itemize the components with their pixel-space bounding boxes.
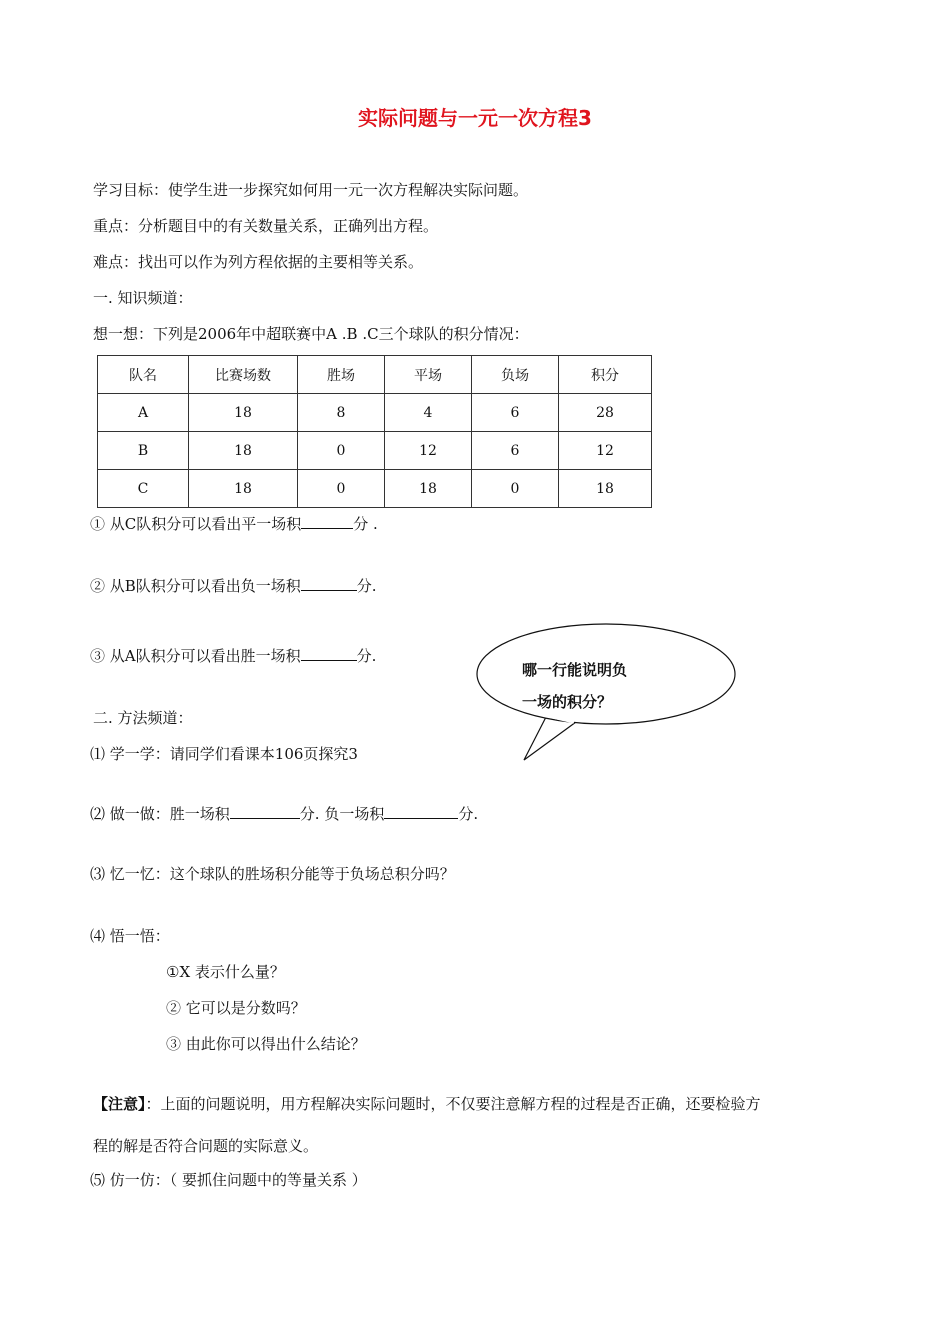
table-header-cell: 胜场 [298, 356, 385, 394]
speech-bubble [476, 622, 738, 734]
question-3-suffix: 分. [356, 647, 377, 665]
table-header-cell: 队名 [98, 356, 189, 394]
learning-goal: 学习目标：使学生进一步探究如何用一元一次方程解决实际问题。 [93, 181, 529, 199]
question-1 [90, 514, 378, 534]
do-step [90, 804, 478, 824]
table-cell: 0 [298, 432, 385, 470]
table-header-cell: 平场 [385, 356, 472, 394]
table-cell: 18 [385, 470, 472, 508]
table-row [98, 470, 652, 508]
table-header-cell: 比赛场数 [189, 356, 298, 394]
question-2 [90, 576, 377, 596]
table-cell: 12 [559, 432, 652, 470]
answer-blank[interactable] [230, 804, 300, 819]
realize-item: ② 它可以是分数吗？ [166, 999, 306, 1017]
note-label: 【注意】 [93, 1095, 146, 1113]
realize-item: ③ 由此你可以得出什么结论？ [166, 1035, 366, 1053]
question-1-text: ① 从C队积分可以看出平一场积 [90, 515, 302, 533]
question-2-suffix: 分. [356, 577, 377, 595]
table-cell: 18 [559, 470, 652, 508]
imitate-step: ⑸ 仿一仿：（ 要抓住问题中的等量关系 ） [90, 1171, 367, 1189]
answer-blank[interactable] [301, 576, 357, 591]
note-paragraph [93, 1094, 761, 1114]
page-title: 实际问题与一元一次方程3 [358, 106, 592, 130]
table-cell: 18 [189, 394, 298, 432]
table-header-cell: 积分 [559, 356, 652, 394]
recall-step: ⑶ 忆一忆：这个球队的胜场积分能等于负场总积分吗？ [90, 865, 455, 883]
table-cell: 28 [559, 394, 652, 432]
section2-heading: 二. 方法频道： [93, 709, 193, 727]
table-cell: 12 [385, 432, 472, 470]
answer-blank[interactable] [301, 646, 357, 661]
answer-blank[interactable] [384, 804, 458, 819]
table-header-row [98, 356, 652, 394]
do-step-suffix: 分. [458, 805, 479, 823]
difficult-point: 难点：找出可以作为列方程依据的主要相等关系。 [93, 253, 424, 271]
think-prompt: 想一想：下列是2006年中超联赛中A .B .C三个球队的积分情况： [93, 325, 529, 343]
realize-item: ①X 表示什么量？ [166, 963, 285, 981]
table-cell: 18 [189, 432, 298, 470]
table-cell: 0 [298, 470, 385, 508]
score-table [97, 355, 652, 508]
note-continuation: 程的解是否符合问题的实际意义。 [93, 1137, 319, 1155]
table-cell: 6 [472, 432, 559, 470]
table-cell: B [98, 432, 189, 470]
note-text: ：上面的问题说明，用方程解决实际问题时，不仅要注意解方程的过程是否正确，还要检验方 [145, 1095, 761, 1113]
question-3 [90, 646, 376, 666]
bubble-line-1: 哪一行能说明负 [522, 661, 628, 679]
section1-heading: 一. 知识频道： [93, 289, 193, 307]
table-cell: 4 [385, 394, 472, 432]
table-cell: 18 [189, 470, 298, 508]
table-cell: 8 [298, 394, 385, 432]
table-row [98, 394, 652, 432]
table-cell: C [98, 470, 189, 508]
answer-blank[interactable] [301, 514, 353, 529]
table-cell: 0 [472, 470, 559, 508]
learn-step: ⑴ 学一学：请同学们看课本106页探究3 [90, 745, 358, 763]
realize-step: ⑷ 悟一悟： [90, 927, 170, 945]
table-cell: 6 [472, 394, 559, 432]
table-row [98, 432, 652, 470]
table-cell: A [98, 394, 189, 432]
table-header-cell: 负场 [472, 356, 559, 394]
question-1-suffix: 分 . [353, 515, 378, 533]
question-2-text: ② 从B队积分可以看出负一场积 [90, 577, 301, 595]
do-step-text: ⑵ 做一做：胜一场积 [90, 805, 230, 823]
question-3-text: ③ 从A队积分可以看出胜一场积 [90, 647, 301, 665]
do-step-middle: 分. 负一场积 [299, 805, 385, 823]
bubble-line-2: 一场的积分？ [522, 693, 613, 711]
key-point: 重点：分析题目中的有关数量关系，正确列出方程。 [93, 217, 439, 235]
